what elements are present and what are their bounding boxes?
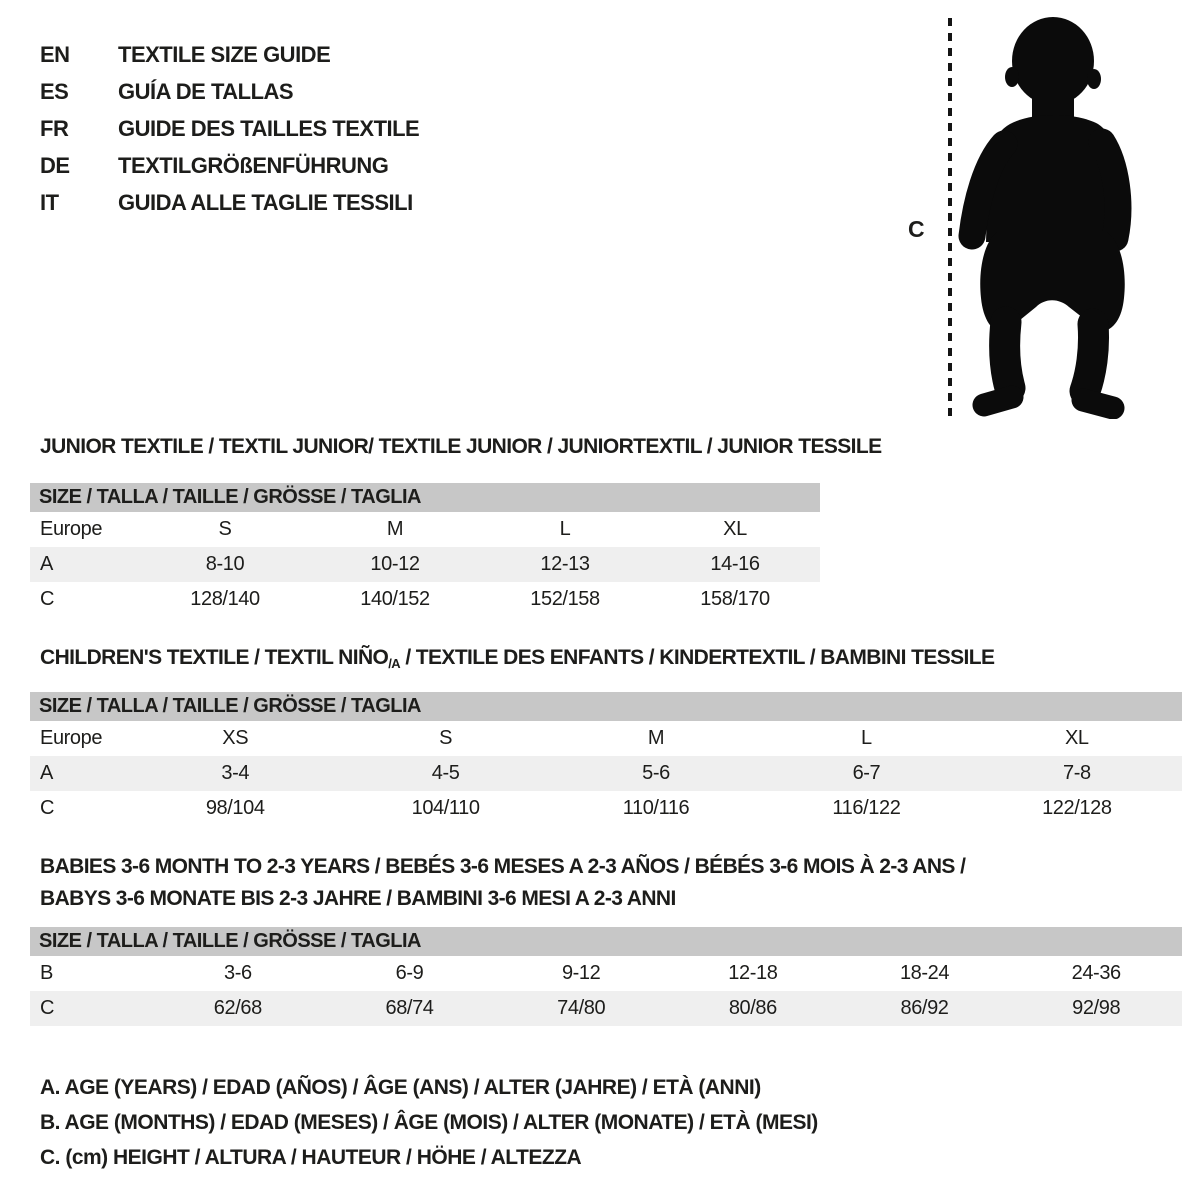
- legend: [40, 1070, 818, 1175]
- table-row-europe: [30, 721, 1182, 756]
- children-size-table: [30, 692, 1182, 826]
- cell: 158/170: [700, 588, 770, 610]
- height-measure-label: C: [908, 216, 925, 242]
- language-code: ES: [40, 78, 69, 104]
- babies-title-line2: BABYS 3-6 MONATE BIS 2-3 JAHRE / BAMBINI 3-6 MESI A 2-3 ANNI: [40, 887, 676, 910]
- language-title-list: [40, 36, 419, 221]
- cell: S: [439, 727, 453, 749]
- cell: 110/116: [622, 797, 690, 819]
- language-title: GUÍA DE TALLAS: [118, 78, 294, 104]
- cell: M: [647, 727, 665, 749]
- cell: 3-4: [221, 762, 250, 784]
- cell: L: [559, 518, 571, 540]
- language-row-it: [40, 184, 419, 221]
- legend-line-c: C. (cm) HEIGHT / ALTURA / HAUTEUR / HÖHE / ALTEZZA: [40, 1145, 582, 1169]
- row-label: C: [40, 588, 55, 610]
- language-code: IT: [40, 189, 59, 215]
- cell: 92/98: [1072, 997, 1121, 1019]
- cell: 116/122: [832, 797, 901, 819]
- cell: 98/104: [205, 797, 265, 819]
- cell: XL: [723, 518, 747, 540]
- cell: 18-24: [899, 962, 950, 984]
- language-code: FR: [40, 115, 69, 141]
- language-code: EN: [40, 41, 70, 67]
- cell: 7-8: [1062, 762, 1091, 784]
- babies-title-line1: BABIES 3-6 MONTH TO 2-3 YEARS / BEBÉS 3-6 MESES A 2-3 AÑOS / BÉBÉS 3-6 MOIS À 2-3 ANS /: [40, 855, 966, 878]
- language-title: GUIDE DES TAILLES TEXTILE: [118, 115, 420, 141]
- babies-size-table: [30, 927, 1182, 1026]
- language-row-en: [40, 36, 419, 73]
- table-row-height: [30, 582, 820, 617]
- cell: 104/110: [411, 797, 480, 819]
- row-label: A: [40, 762, 53, 784]
- cell: 86/92: [900, 997, 949, 1019]
- cell: 12-13: [540, 553, 590, 575]
- cell: 14-16: [710, 553, 760, 575]
- cell: XL: [1064, 727, 1089, 749]
- row-label: C: [40, 997, 55, 1019]
- cell: M: [386, 518, 404, 540]
- cell: 80/86: [728, 997, 777, 1019]
- children-title-subscript: /A: [388, 656, 401, 671]
- row-label: Europe: [40, 727, 103, 749]
- cell: 10-12: [370, 553, 420, 575]
- cell: 24-36: [1071, 962, 1121, 984]
- table-row-height: [30, 991, 1182, 1026]
- table-row-height: [30, 791, 1182, 826]
- language-title: GUIDA ALLE TAGLIE TESSILI: [118, 189, 413, 215]
- cell: 68/74: [385, 997, 434, 1019]
- children-title-prefix: CHILDREN'S TEXTILE / TEXTIL NIÑO: [40, 646, 389, 669]
- cell: 9-12: [561, 962, 601, 984]
- language-title: TEXTILGRÖßENFÜHRUNG: [118, 152, 389, 178]
- language-code: DE: [40, 152, 70, 178]
- babies-section-title: [40, 851, 965, 915]
- cell: XS: [222, 727, 249, 749]
- cell: 3-6: [223, 962, 252, 984]
- cell: 74/80: [557, 997, 606, 1019]
- junior-section-title: JUNIOR TEXTILE / TEXTIL JUNIOR/ TEXTILE JUNIOR / JUNIORTEXTIL / JUNIOR TESSILE: [40, 435, 882, 458]
- legend-line-a: A. AGE (YEARS) / EDAD (AÑOS) / ÂGE (ANS) / ALTER (JAHRE) / ETÀ (ANNI): [40, 1075, 761, 1099]
- size-header: SIZE / TALLA / TAILLE / GRÖSSE / TAGLIA: [30, 483, 820, 512]
- language-row-fr: [40, 110, 419, 147]
- table-row-europe: [30, 512, 820, 547]
- cell: L: [861, 727, 872, 749]
- cell: 140/152: [360, 588, 430, 610]
- cell: 5-6: [642, 762, 670, 784]
- toddler-silhouette-icon: [952, 14, 1144, 419]
- row-label: Europe: [40, 518, 103, 540]
- language-title: TEXTILE SIZE GUIDE: [118, 41, 331, 67]
- cell: 152/158: [530, 588, 600, 610]
- row-label: C: [40, 797, 55, 819]
- size-header: SIZE / TALLA / TAILLE / GRÖSSE / TAGLIA: [30, 927, 1182, 956]
- cell: 128/140: [190, 588, 260, 610]
- children-section-title: [40, 646, 994, 670]
- table-row-age: [30, 547, 820, 582]
- cell: 12-18: [728, 962, 778, 984]
- cell: 8-10: [205, 553, 245, 575]
- size-header: SIZE / TALLA / TAILLE / GRÖSSE / TAGLIA: [30, 692, 1182, 721]
- row-label: A: [40, 553, 53, 575]
- legend-line-b: B. AGE (MONTHS) / EDAD (MESES) / ÂGE (MOIS) / ALTER (MONATE) / ETÀ (MESI): [40, 1110, 818, 1134]
- cell: S: [218, 518, 232, 540]
- language-row-es: [40, 73, 419, 110]
- table-row-age: [30, 756, 1182, 791]
- children-title-suffix: / TEXTILE DES ENFANTS / KINDERTEXTIL / BAMBINI TESSILE: [400, 646, 995, 669]
- cell: 6-7: [852, 762, 881, 784]
- table-row-age-months: [30, 956, 1182, 991]
- junior-size-table: [30, 483, 820, 617]
- cell: 62/68: [213, 997, 262, 1019]
- cell: 4-5: [431, 762, 460, 784]
- cell: 122/128: [1042, 797, 1112, 819]
- row-label: B: [40, 962, 53, 984]
- cell: 6-9: [395, 962, 424, 984]
- language-row-de: [40, 147, 419, 184]
